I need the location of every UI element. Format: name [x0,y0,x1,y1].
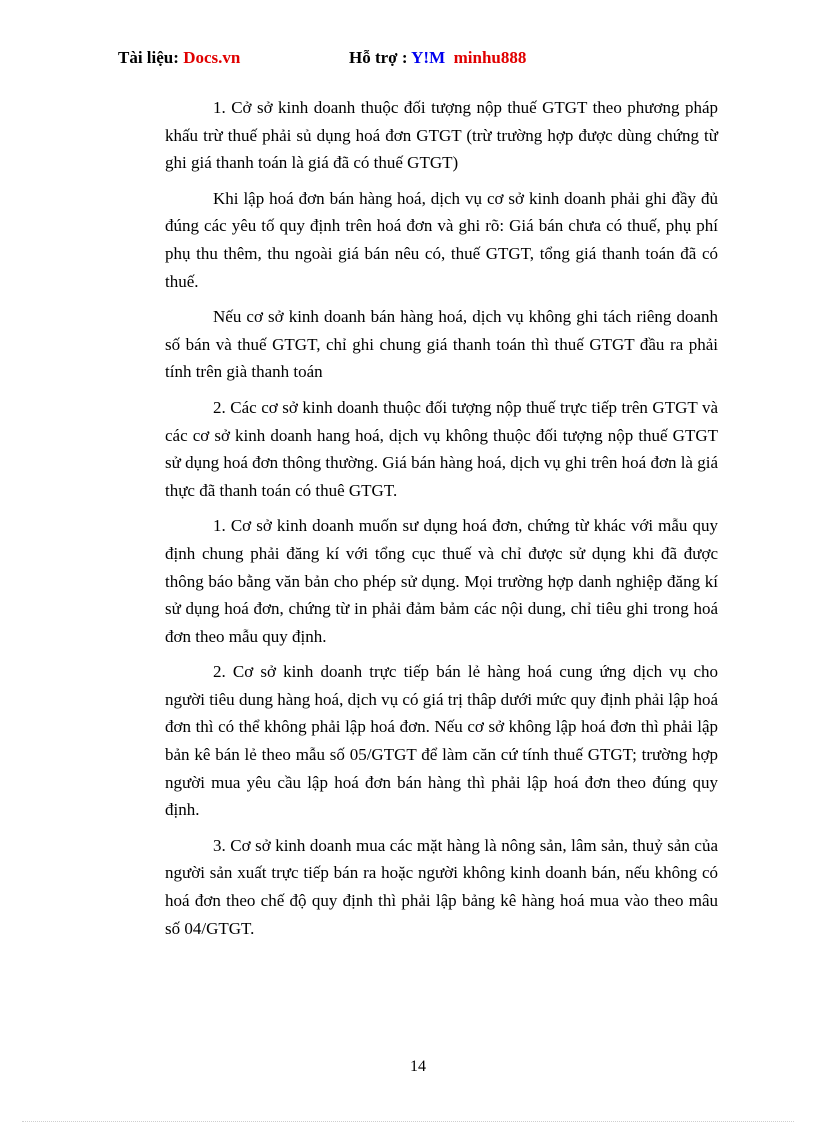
header-doc-source: Tài liệu: Docs.vn [118,48,241,67]
header-support-separator: : [397,48,412,67]
body-paragraph: 1. Cở sở kinh doanh thuộc đối tượng nộp thuế GTGT theo phương pháp khấu trừ thuế phải sủ dụng hoá đơn GTGT (trừ trường hợp được dùng chứng từ ghi giá thanh toán là giá đã có thuế GTGT) [165,98,718,173]
header-support-service: Y!M [411,48,446,67]
body-paragraph: 2. Các cơ sở kinh doanh thuộc đối tượng nộp thuế trực tiếp trên GTGT và các cơ sở kinh doanh hang hoá, dịch vụ không thuộc đối tượng nộp thuế GTGT sử dụng hoá đơn thông thường. Giá bán hàng hoá, dịch vụ ghi trên hoá đơn là giá thực đã thanh toán có thuê GTGT. [165,397,718,500]
body-paragraph: 2. Cơ sở kinh doanh trực tiếp bán lẻ hàng hoá cung ứng dịch vụ cho người tiêu dung hàng hoá, dịch vụ có giá trị thâp dưới mức quy định phải lập hoá đơn thì có thể không phải lập hoá đơn. Nếu cơ sở không lập hoá đơn thì phải lập bản kê bán lẻ theo mẫu số 05/GTGT để làm căn cứ tính thuế GTGT; trường hợp người mua yêu cầu lập hoá đơn bán hàng thì phải lập hoá đơn theo đúng quy định. [165,662,718,820]
header-support-handle: minhu888 [453,48,527,67]
header-support [349,48,526,68]
body-paragraph: 1. Cơ sở kinh doanh muốn sư dụng hoá đơn, chứng từ khác với mẫu quy định chung phải đăng kí với tổng cục thuế và chỉ được sử dụng khi đã được thông báo bằng văn bản cho phép sử dụng. Mọi trường hợp danh nghiệp đăng kí sử dụng hoá đơn, chứng từ in phải đảm bảm các nội dung, chỉ tiêu ghi trong hoá đơn theo mẫu quy định. [165,516,718,646]
header-doc-site-link[interactable]: Docs.vn [183,48,241,67]
page-header [118,48,718,70]
header-doc-label: Tài liệu [118,48,174,67]
body-paragraph: Nếu cơ sở kinh doanh bán hàng hoá, dịch vụ không ghi tách riêng doanh số bán và thuế GTGT, chỉ ghi chung giá thanh toán thì thuế GTGT đầu ra phải tính trên già thanh toán [165,307,718,382]
body-paragraph: Khi lập hoá đơn bán hàng hoá, dịch vụ cơ sở kinh doanh phải ghi đầy đủ đúng các yêu tố quy định trên hoá đơn và ghi rõ: Giá bán chưa có thuế, phụ phí phụ thu thêm, thu ngoài giá bán nêu có, thuế GTGT, tổng giá thanh toán đã có thuế. [165,188,718,291]
page-bottom-divider [22,1121,794,1122]
page-number: 14 [410,1058,426,1075]
document-body [165,94,718,950]
body-paragraph: 3. Cơ sở kinh doanh mua các mặt hàng là nông sản, lâm sản, thuỷ sản của người sản xuất trực tiếp bán ra hoặc người không kinh doanh bán, nếu không có hoá đơn theo chế độ quy định thì phải lập bảng kê hàng hoá mua vào theo mâu số 04/GTGT. [165,835,718,938]
header-support-label: Hỗ trợ [349,48,398,67]
